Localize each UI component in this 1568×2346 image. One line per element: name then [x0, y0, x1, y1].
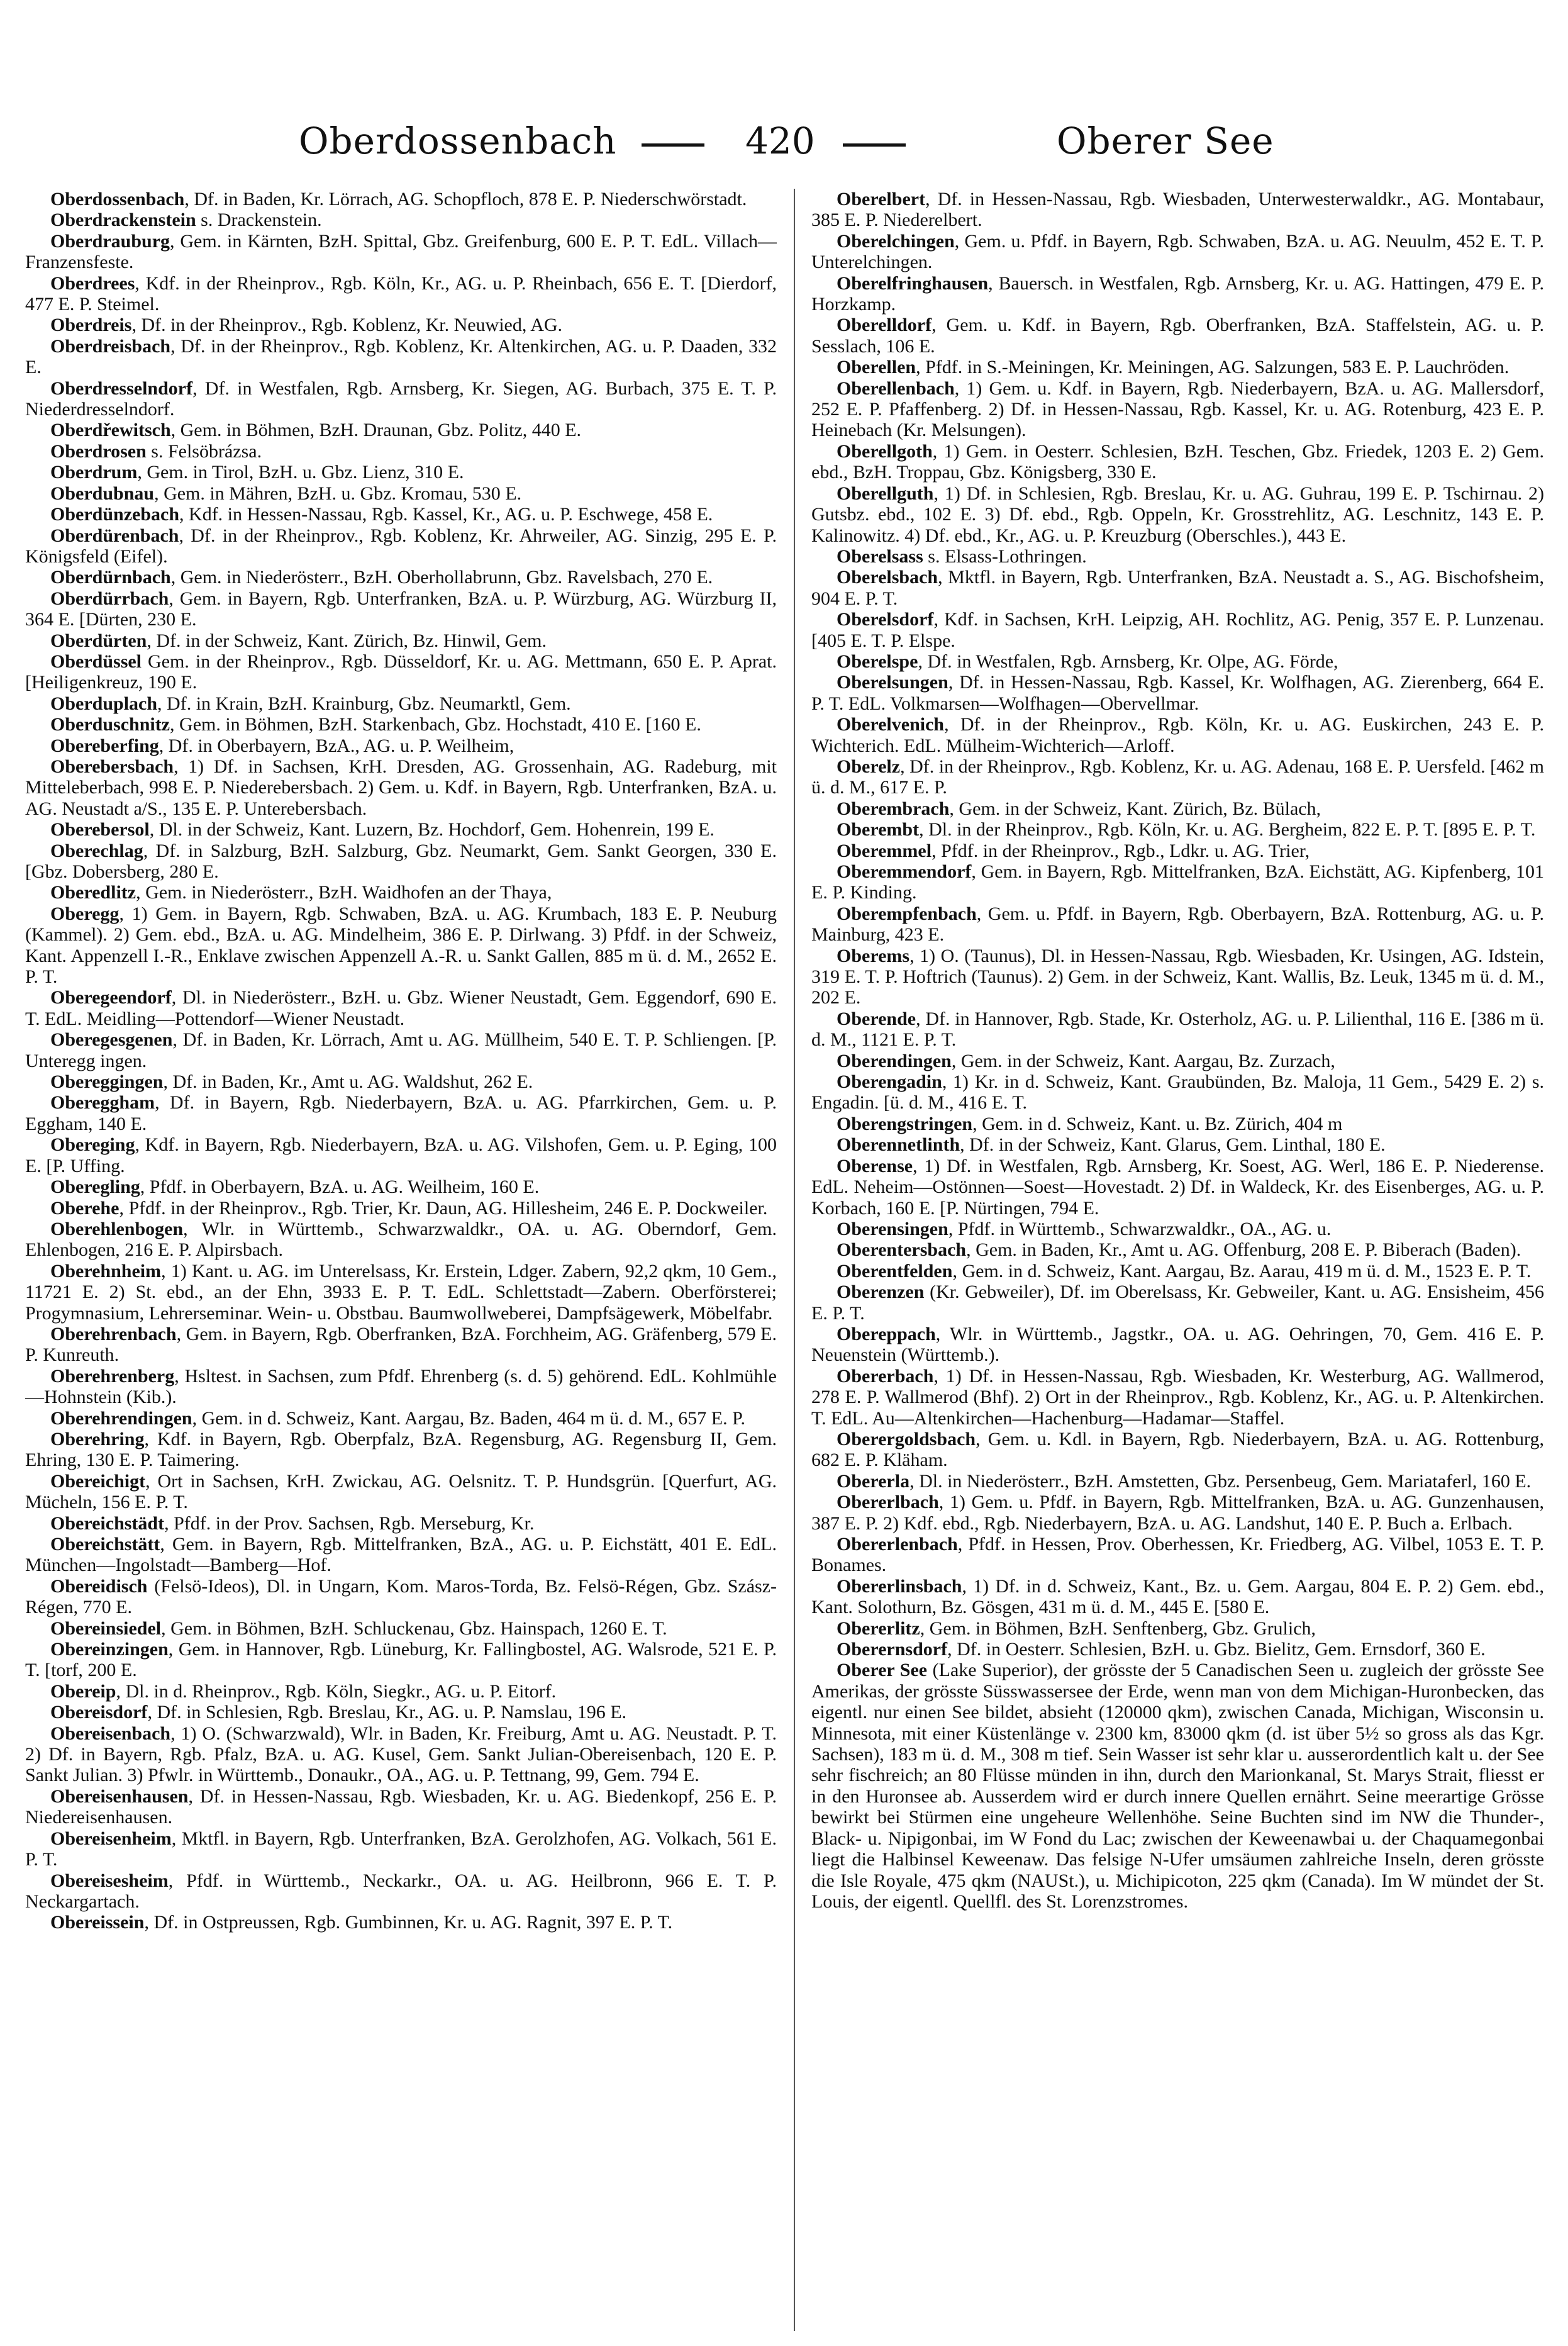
entry-headword: Oberembrach [837, 798, 950, 819]
entry-headword: Oberdresselndorf [50, 377, 193, 399]
entry-headword: Obereberfing [50, 735, 159, 756]
page-number: 420 [745, 120, 815, 162]
dictionary-entry [811, 189, 1544, 231]
dictionary-entry [25, 1261, 777, 1324]
dictionary-entry [811, 672, 1544, 714]
entry-headword: Obereisenheim [50, 1828, 172, 1849]
entry-text: , Df. in Baden, Kr., Amt u. AG. Waldshut, 262 E. [163, 1071, 533, 1093]
dictionary-entry [25, 651, 777, 693]
dictionary-entry [811, 1134, 1544, 1155]
entry-headword: Oberdubnau [50, 483, 155, 504]
entry-text: , Kdf. in Sachsen, KrH. Leipzig, AH. Rochlitz, AG. Penig, 357 E. P. Lunzenau. [405 E. T. P. Elspe. [811, 609, 1544, 651]
entry-text: , 1) Df. in d. Schweiz, Kant., Bz. u. Gem. Aargau, 804 E. P. 2) Gem. ebd., Kant. Solothurn, Bz. Gösgen, 431 m ü. d. M., 445 E. [580 E. [811, 1575, 1544, 1618]
entry-text: , Gem. in Kärnten, BzH. Spittal, Gbz. Greifenburg, 600 E. P. T. EdL. Villach—Franzensfeste. [25, 230, 777, 273]
entry-headword: Obereging [50, 1134, 135, 1156]
entry-headword: Oberelldorf [837, 315, 932, 336]
dictionary-entry [811, 1639, 1544, 1660]
entry-text: , 1) Gem. in Oesterr. Schlesien, BzH. Teschen, Gbz. Friedek, 1203 E. 2) Gem. ebd., BzH. Troppau, Gbz. Königsberg, 330 E. [811, 440, 1544, 483]
entry-text: , Pfdf. in Hessen, Prov. Oberhessen, Kr. Friedberg, AG. Vilbel, 1053 E. T. P. Bonames. [811, 1534, 1544, 1576]
dictionary-entry [25, 1828, 777, 1870]
entry-text: , Df. in der Schweiz, Kant. Glarus, Gem. Linthal, 180 E. [960, 1134, 1386, 1156]
entry-headword: Oberensingen [837, 1218, 948, 1239]
entry-headword: Oberelsdorf [837, 609, 934, 630]
entry-headword: Oberelsass [837, 545, 923, 567]
entry-headword: Oberdrees [50, 272, 135, 294]
entry-text: , Df. in Krain, BzH. Krainburg, Gbz. Neumarktl, Gem. [157, 693, 571, 714]
entry-text: , 1) Gem. u. Kdf. in Bayern, Rgb. Niederbayern, BzA. u. AG. Mallersdorf, 252 E. P. Pfaffenberg. 2) Df. in Hessen-Nassau, Rgb. Kassel, Kr. u. AG. Rotenburg, 423 E. P. Heinebach (Kr. Melsungen). [811, 377, 1544, 441]
entry-headword: Obererlinsbach [837, 1575, 962, 1597]
entry-headword: Oberergoldsbach [837, 1428, 976, 1449]
entry-headword: Oberenzen [837, 1282, 925, 1303]
entry-headword: Oberelspe [837, 651, 918, 672]
dictionary-entry [25, 504, 777, 525]
dictionary-entry [811, 1239, 1544, 1260]
entry-text: , Gem. in Böhmen, BzH. Draunan, Gbz. Politz, 440 E. [170, 420, 582, 441]
entry-headword: Oberdrosen [50, 440, 147, 462]
entry-text: , 1) Gem. in Bayern, Rgb. Schwaben, BzA. u. AG. Krumbach, 183 E. P. Neuburg (Kammel). 2) Gem. ebd., BzA. u. AG. Mindelheim, 386 E. P. Dirlwang. 3) Pfdf. in der Schweiz, Kant. Appenzell I.-R., Enklave zwischen Appenzell A.-R. u. Sankt Gallen, 885 m ü. d. M., 2652 E. P. T. [25, 903, 777, 988]
entry-text: , Dl. in Niederösterr., BzH. Amstetten, Gbz. Persenbeug, Gem. Mariataferl, 160 E. [909, 1470, 1532, 1492]
entry-text: , 1) Df. in Westfalen, Rgb. Arnsberg, Kr. Soest, AG. Werl, 186 E. P. Niederense. EdL. Neheim—Ostönnen—Soest—Hovestadt. 2) Df. in Waldeck, Kr. des Eisenberges, AG. u. P. Korbach, 160 E. [P. Nürtingen, 794 E. [811, 1155, 1544, 1219]
entry-headword: Oberduplach [50, 693, 158, 714]
dictionary-entry [25, 693, 777, 714]
dictionary-entry [25, 1786, 777, 1828]
dictionary-entry [25, 1870, 777, 1913]
dictionary-entry [811, 1324, 1544, 1366]
dictionary-entry [25, 336, 777, 378]
right-column [811, 189, 1544, 2331]
entry-text: , Df. in der Rheinprov., Rgb. Koblenz, Kr. u. AG. Adenau, 168 E. P. Uersfeld. [462 m ü. d. M., 617 E. P. [811, 756, 1544, 798]
entry-headword: Oberellgoth [837, 440, 933, 462]
entry-headword: Oberdreis [50, 315, 132, 336]
page-header [0, 0, 1568, 189]
entry-text: , Gem. in Niederösterr., BzH. Oberhollabrunn, Gbz. Ravelsbach, 270 E. [170, 567, 713, 588]
entry-text: , Gem. in Bayern, Rgb. Mittelfranken, BzA., AG. u. P. Eichstätt, 401 E. EdL. München—Ingolstadt—Bamberg—Hof. [25, 1534, 777, 1576]
dictionary-entry [25, 209, 777, 230]
dictionary-entry [25, 1408, 777, 1429]
dictionary-entry [25, 189, 777, 209]
dictionary-entry [811, 861, 1544, 903]
entry-headword: Oberempfenbach [837, 903, 977, 924]
entry-headword: Obereip [50, 1680, 116, 1702]
dictionary-entry [811, 1219, 1544, 1239]
entry-text: , Df. in der Rheinprov., Rgb. Koblenz, Kr. Ahrweiler, AG. Sinzig, 295 E. P. Königsfeld (Eifel). [25, 525, 777, 567]
entry-text: , Gem. u. Kdl. in Bayern, Rgb. Niederbayern, BzA. u. AG. Rottenburg, 682 E. P. Kläham. [811, 1428, 1544, 1471]
entry-text: , Df. in Baden, Kr. Lörrach, AG. Schopfloch, 878 E. P. Niederschwörstadt. [184, 189, 747, 209]
entry-text: , Dl. in der Schweiz, Kant. Luzern, Bz. Hochdorf, Gem. Hohenrein, 199 E. [149, 819, 714, 841]
dictionary-entry [811, 546, 1544, 567]
dictionary-entry [811, 841, 1544, 861]
entry-text: (Lake Superior), der grösste der 5 Canadischen Seen u. zugleich der grösste See Amerikas, der grösste Süsswassersee der Erde, wenn man von dem Michigan-Huronbecken, das eigentl. nur einen See bildet, absieht (120000 qkm), zwischen Canada, Michigan, Wisconsin u. Minnesota, mit einer Küstenlänge v. 2300 km, 83000 qkm (d. ist über 5½ so gross als das Kgr. Sachsen), 183 m ü. d. M., 308 m tief. Sein Wasser ist sehr klar u. ausserordentlich kalt u. der See sehr fischreich; an 80 Flüsse münden in ihn, durch den Marionkanal, St. Marys Strait, fliesst er in den Huronsee ab. Ausserdem wird er durch innere Quellen ernährt. Seine meerartige Grösse bewirkt bei Stürmen eine ungeheure Wellenhöhe. Seine Buchten sind im NW die Thunder-, Black- u. Nipigonbai, im W Fond du Lac; zwischen der Keweenawbai u. der Chaquamegonbai liegt die Halbinsel Keweenaw. Das felsige N-Ufer umsäumen zahlreiche Inseln, deren grösste die Isle Royale, 475 qkm (NAUSt.), u. Michipicoton, 225 qkm (Canada). Im W mündet der St. Louis, der eigentl. Quellfl. des St. Lorenzstromes. [811, 1660, 1544, 1912]
dictionary-entry [811, 1261, 1544, 1282]
entry-text: , Mktfl. in Bayern, Rgb. Unterfranken, BzA. Neustadt a. S., AG. Bischofsheim, 904 E. P. T. [811, 567, 1544, 609]
dictionary-entry [811, 273, 1544, 315]
running-head-left: Oberdossenbach [299, 120, 617, 162]
entry-text: , Df. in Oesterr. Schlesien, BzH. u. Gbz. Bielitz, Gem. Ernsdorf, 360 E. [947, 1639, 1486, 1660]
entry-headword: Oberdürenbach [50, 525, 179, 546]
dictionary-entry [811, 1008, 1544, 1051]
dictionary-entry [25, 630, 777, 651]
entry-headword: Oberehe [50, 1197, 120, 1219]
entry-text: , Df. in Ostpreussen, Rgb. Gumbinnen, Kr. u. AG. Ragnit, 397 E. P. T. [144, 1912, 673, 1933]
dictionary-entry [811, 1618, 1544, 1639]
entry-headword: Oberduschnitz [50, 714, 170, 735]
dictionary-entry [25, 1723, 777, 1786]
dictionary-entry [25, 525, 777, 567]
entry-text: , Wlr. in Württemb., Schwarzwaldkr., OA. u. AG. Oberndorf, Gem. Ehlenbogen, 216 E. P. Alpirsbach. [25, 1218, 777, 1261]
entry-headword: Oberense [837, 1155, 913, 1176]
entry-text: , Gem. in Tirol, BzH. u. Gbz. Lienz, 310 E. [137, 462, 464, 483]
dictionary-entry [811, 231, 1544, 273]
entry-text: s. Felsöbrázsa. [146, 440, 262, 462]
entry-headword: Oberedlitz [50, 882, 136, 903]
entry-text: , Pfdf. in der Rheinprov., Rgb. Trier, Kr. Daun, AG. Hillesheim, 246 E. P. Dockweiler. [119, 1197, 768, 1219]
dictionary-entry [25, 819, 777, 840]
entry-headword: Obereisenbach [50, 1723, 171, 1744]
entry-text: Gem. in der Rheinprov., Rgb. Düsseldorf, Kr. u. AG. Mettmann, 650 E. P. Aprat. [Heiligenkreuz, 190 E. [25, 651, 777, 693]
entry-text: , Kdf. in Bayern, Rgb. Niederbayern, BzA. u. AG. Vilshofen, Gem. u. P. Eging, 100 E. [P. Uffing. [25, 1134, 777, 1176]
entry-headword: Oberehrendingen [50, 1407, 192, 1429]
dictionary-entry [25, 315, 777, 335]
dictionary-entry [811, 567, 1544, 609]
dictionary-entry [25, 903, 777, 988]
entry-headword: Obererlitz [837, 1617, 920, 1639]
entry-text: , Df. in der Rheinprov., Rgb. Köln, Kr. u. AG. Euskirchen, 243 E. P. Wichterich. EdL. Mülheim-Wichterich—Arloff. [811, 714, 1544, 756]
dictionary-entry [25, 1912, 777, 1933]
entry-text: , Df. in Bayern, Rgb. Niederbayern, BzA. u. AG. Pfarrkirchen, Gem. u. P. Eggham, 140 E. [25, 1092, 777, 1134]
dictionary-entry [25, 1134, 777, 1176]
entry-text: , Gem. in d. Schweiz, Kant. Aargau, Bz. Aarau, 419 m ü. d. M., 1523 E. P. T. [952, 1260, 1532, 1282]
dictionary-entry [811, 714, 1544, 756]
entry-text: , 1) O. (Taunus), Dl. in Hessen-Nassau, Rgb. Wiesbaden, Kr. Usingen, AG. Idstein, 319 E. T. P. Hoftrich (Taunus). 2) Gem. in der Schweiz, Kant. Wallis, Bz. Leuk, 1345 m ü. d. M., 202 E. [811, 945, 1544, 1008]
dictionary-entry [25, 1534, 777, 1576]
entry-headword: Oberdřewitsch [50, 420, 171, 441]
dictionary-entry [25, 714, 777, 735]
entry-headword: Oberdrauburg [50, 230, 170, 252]
dictionary-entry [25, 987, 777, 1029]
entry-text: , Gem. u. Kdf. in Bayern, Rgb. Oberfranken, BzA. Staffelstein, AG. u. P. Sesslach, 106 E. [811, 315, 1544, 357]
dictionary-entry [25, 1702, 777, 1723]
dictionary-entry [25, 1092, 777, 1134]
entry-headword: Obereggham [50, 1092, 155, 1114]
dictionary-entry [25, 735, 777, 756]
entry-headword: Oberennetlinth [837, 1134, 960, 1156]
entry-headword: Oberegeendorf [50, 987, 172, 1008]
entry-headword: Oberdürrbach [50, 588, 169, 609]
dictionary-entry [811, 798, 1544, 819]
entry-text: , Wlr. in Württemb., Jagstkr., OA. u. AG. Oehringen, 70, Gem. 416 E. P. Neuenstein (Württemb.). [811, 1323, 1544, 1366]
entry-text: , Df. in Hannover, Rgb. Stade, Kr. Osterholz, AG. u. P. Lilienthal, 116 E. [386 m ü. d. M., 1121 E. P. T. [811, 1008, 1544, 1051]
entry-headword: Obereisdorf [50, 1702, 148, 1723]
dictionary-entry [25, 1429, 777, 1471]
entry-text: , Gem. in Baden, Kr., Amt u. AG. Offenburg, 208 E. P. Biberach (Baden). [966, 1239, 1521, 1261]
entry-text: , Gem. in d. Schweiz, Kant. u. Bz. Zürich, 404 m [972, 1113, 1343, 1134]
entry-text: , Kdf. in Bayern, Rgb. Oberpfalz, BzA. Regensburg, AG. Regensburg II, Gem. Ehring, 130 E. P. Taimering. [25, 1428, 777, 1471]
dictionary-entry [25, 882, 777, 903]
dictionary-entry [811, 1156, 1544, 1219]
entry-headword: Oberentersbach [837, 1239, 967, 1261]
entry-headword: Oberehnheim [50, 1260, 162, 1282]
entry-text: , Pfdf. in S.-Meiningen, Kr. Meiningen, AG. Salzungen, 583 E. P. Lauchröden. [916, 357, 1510, 378]
entry-text: , Pfdf. in Oberbayern, BzA. u. AG. Weilheim, 160 E. [140, 1176, 540, 1198]
entry-text: s. Drackenstein. [196, 209, 322, 231]
entry-headword: Oberelsungen [837, 672, 948, 693]
entry-headword: Obereggingen [50, 1071, 164, 1093]
entry-headword: Oberems [837, 945, 910, 966]
entry-text: , Kdf. in Hessen-Nassau, Rgb. Kassel, Kr., AG. u. P. Eschwege, 458 E. [179, 504, 713, 525]
dictionary-entry [811, 1114, 1544, 1134]
entry-text: , Pfdf. in der Prov. Sachsen, Rgb. Merseburg, Kr. [164, 1512, 535, 1534]
entry-headword: Obererlbach [837, 1492, 939, 1513]
left-column [25, 189, 777, 2331]
dictionary-entry [25, 1198, 777, 1219]
entry-headword: Oberehlenbogen [50, 1218, 184, 1239]
dictionary-entry [811, 1660, 1544, 1912]
entry-headword: Oberernsdorf [837, 1639, 948, 1660]
entry-headword: Obererlenbach [837, 1534, 958, 1555]
entry-headword: Oberelchingen [837, 230, 955, 252]
entry-headword: Obereissein [50, 1912, 145, 1933]
entry-headword: Obereidisch [50, 1575, 148, 1597]
dictionary-entry [25, 378, 777, 420]
entry-headword: Oberdüssel [50, 651, 142, 672]
entry-text: , Df. in der Rheinprov., Rgb. Koblenz, Kr. Neuwied, AG. [131, 315, 563, 336]
dictionary-entry [25, 231, 777, 273]
dictionary-entry [25, 1471, 777, 1513]
entry-text: , Gem. in der Schweiz, Kant. Zürich, Bz. Bülach, [949, 798, 1321, 819]
entry-headword: Obereinsiedel [50, 1617, 162, 1639]
entry-text: , 1) O. (Schwarzwald), Wlr. in Baden, Kr. Freiburg, Amt u. AG. Neustadt. P. T. 2) Df. in Bayern, Rgb. Pfalz, BzA. u. AG. Kusel, Gem. Sankt Julian-Obereisenbach, 120 E. P. Sankt Julian. 3) Pfwlr. in Württemb., Donaukr., OA., AG. u. P. Tettnang, 99, Gem. 794 E. [25, 1723, 777, 1786]
dictionary-entry [25, 1219, 777, 1261]
dictionary-entry [25, 756, 777, 819]
entry-text: , Df. in Baden, Kr. Lörrach, Amt u. AG. Müllheim, 540 E. T. P. Schliengen. [P. Unteregg ingen. [25, 1029, 777, 1071]
dictionary-entry [811, 819, 1544, 840]
entry-headword: Oberer See [837, 1660, 928, 1681]
entry-text: s. Elsass-Lothringen. [923, 545, 1087, 567]
entry-text: , Df. in Schlesien, Rgb. Breslau, Kr., AG. u. P. Namslau, 196 E. [147, 1702, 627, 1723]
dictionary-entry [811, 1071, 1544, 1114]
column-divider [794, 189, 795, 2331]
entry-text: , Kdf. in der Rheinprov., Rgb. Köln, Kr., AG. u. P. Rheinbach, 656 E. T. [Dierdorf, 477 E. P. Steimel. [25, 272, 777, 315]
entry-text: , Dl. in der Rheinprov., Rgb. Köln, Kr. u. AG. Bergheim, 822 E. P. T. [895 E. P. T. [919, 819, 1536, 841]
entry-headword: Oberdossenbach [50, 189, 185, 209]
entry-text: , Mktfl. in Bayern, Rgb. Unterfranken, BzA. Gerolzhofen, AG. Volkach, 561 E. P. T. [25, 1828, 777, 1870]
entry-headword: Oberemmendorf [837, 861, 972, 882]
entry-headword: Oberendingen [837, 1050, 952, 1071]
entry-headword: Obereichigt [50, 1470, 146, 1492]
entry-text: , Df. in Salzburg, BzH. Salzburg, Gbz. Neumarkt, Gem. Sankt Georgen, 330 E. [Gbz. Dobersberg, 280 E. [25, 840, 777, 882]
entry-text: , 1) Kant. u. AG. im Unterelsass, Kr. Erstein, Ldger. Zabern, 92,2 qkm, 10 Gem., 11721 E. 2) St. ebd., an der Ehn, 3933 E. P. T. EdL. Schlettstadt—Zabern. Oberförsterei; Progymnasium, Lehrerseminar. Wein- u. Obstbau. Baumwollweberei, Dampfsägewerk, Möbelfabr. [25, 1260, 777, 1324]
entry-text: , Gem. in Mähren, BzH. u. Gbz. Kromau, 530 E. [154, 483, 522, 504]
dictionary-entry [811, 1576, 1544, 1618]
entry-headword: Oberebersol [50, 819, 150, 841]
entry-text: (Kr. Gebweiler), Df. im Oberelsass, Kr. Gebweiler, Kant. u. AG. Ensisheim, 456 E. P. T. [811, 1282, 1544, 1324]
entry-text: , Gem. in Bayern, Rgb. Oberfranken, BzA. Forchheim, AG. Gräfenberg, 579 E. P. Kunreuth. [25, 1323, 777, 1366]
entry-headword: Oberende [837, 1008, 916, 1029]
entry-headword: Obereinzingen [50, 1639, 169, 1660]
entry-headword: Oberelsbach [837, 567, 938, 588]
entry-text: , Ort in Sachsen, KrH. Zwickau, AG. Oelsnitz. T. P. Hundsgrün. [Querfurt, AG. Mücheln, 156 E. P. T. [25, 1470, 777, 1513]
running-head-right: Oberer See [1057, 120, 1274, 162]
entry-headword: Oberdrum [50, 462, 138, 483]
entry-text: , Gem. in Bayern, Rgb. Unterfranken, BzA. u. P. Würzburg, AG. Würzburg II, 364 E. [Dürten, 230 E. [25, 588, 777, 630]
dictionary-entry [25, 567, 777, 588]
entry-text: , Df. in Westfalen, Rgb. Arnsberg, Kr. Siegen, AG. Burbach, 375 E. T. P. Niederdresselndorf. [25, 377, 777, 420]
entry-text: , Bauersch. in Westfalen, Rgb. Arnsberg, Kr. u. AG. Hattingen, 479 E. P. Horzkamp. [811, 272, 1544, 315]
dictionary-entry [811, 1534, 1544, 1576]
entry-text: , Df. in Westfalen, Rgb. Arnsberg, Kr. Olpe, AG. Förde, [918, 651, 1338, 672]
entry-text: , Dl. in Niederösterr., BzH. u. Gbz. Wiener Neustadt, Gem. Eggendorf, 690 E. T. EdL. Meidling—Pottendorf—Wiener Neustadt. [25, 987, 777, 1029]
entry-headword: Oberelfringhausen [837, 272, 989, 294]
dictionary-entry [811, 1492, 1544, 1534]
dictionary-entry [811, 357, 1544, 377]
entry-text: , Gem. in Böhmen, BzH. Starkenbach, Gbz. Hochstadt, 410 E. [160 E. [170, 714, 701, 735]
entry-headword: Oberellenbach [837, 377, 955, 399]
entry-headword: Oberehrenbach [50, 1323, 177, 1344]
entry-text: , Gem. in der Schweiz, Kant. Aargau, Bz. Zurzach, [951, 1050, 1335, 1071]
entry-text: (Felsö-Ideos), Dl. in Ungarn, Kom. Maros-Torda, Bz. Felsö-Régen, Gbz. Szász-Régen, 770 E. [25, 1575, 777, 1618]
entry-text: , Df. in der Rheinprov., Rgb. Koblenz, Kr. Altenkirchen, AG. u. P. Daaden, 332 E. [25, 335, 777, 378]
dictionary-entry [811, 315, 1544, 357]
dictionary-entry [811, 946, 1544, 1008]
dictionary-entry [25, 483, 777, 504]
entry-headword: Obereisenhausen [50, 1785, 189, 1807]
entry-headword: Oberelbert [837, 189, 926, 209]
entry-text: , Gem. u. Pfdf. in Bayern, Rgb. Schwaben, BzA. u. AG. Neuulm, 452 E. T. P. Unterelchingen. [811, 230, 1544, 273]
dictionary-entry [25, 441, 777, 462]
dictionary-entry [25, 588, 777, 630]
dictionary-entry [811, 903, 1544, 946]
dictionary-entry [811, 483, 1544, 546]
dictionary-entry [811, 378, 1544, 441]
entry-headword: Oberegling [50, 1176, 140, 1198]
entry-headword: Oberentfelden [837, 1260, 953, 1282]
entry-headword: Oberellen [837, 357, 916, 378]
dictionary-entry [25, 1029, 777, 1071]
entry-text: , 1) Df. in Schlesien, Rgb. Breslau, Kr. u. AG. Guhrau, 199 E. P. Tschirnau. 2) Gutsbz. ebd., 102 E. 3) Df. ebd., Rgb. Oppeln, Kr. Grosstrehlitz, AG. Leschnitz, 143 E. P. Kalinowitz. 4) Df. ebd., Kr., AG. u. P. Kreuzburg (Oberschles.), 443 E. [811, 483, 1544, 546]
entry-text: , Df. in Hessen-Nassau, Rgb. Kassel, Kr. Wolfhagen, AG. Zierenberg, 664 E. P. T. EdL. Volkmarsen—Wolfhagen—Obervellmar. [811, 672, 1544, 714]
entry-headword: Oberegesgenen [50, 1029, 173, 1051]
entry-headword: Oberelz [837, 756, 901, 777]
entry-text: , Df. in Oberbayern, BzA., AG. u. P. Weilheim, [158, 735, 514, 756]
dictionary-entry [25, 1618, 777, 1639]
entry-text: , Pfdf. in der Rheinprov., Rgb., Ldkr. u. AG. Trier, [931, 840, 1310, 861]
entry-text: , Gem. in Böhmen, BzH. Schluckenau, Gbz. Hainspach, 1260 E. T. [161, 1617, 667, 1639]
dictionary-entry [811, 651, 1544, 672]
entry-text: , Gem. in Böhmen, BzH. Senftenberg, Gbz. Grulich, [920, 1617, 1316, 1639]
dictionary-entry [25, 462, 777, 483]
entry-text: , Pfdf. in Württemb., Schwarzwaldkr., OA., AG. u. [948, 1218, 1332, 1239]
dictionary-entry [25, 1324, 777, 1366]
dictionary-entry [811, 1366, 1544, 1429]
entry-headword: Oberdrackenstein [50, 209, 196, 231]
dictionary-entry [25, 841, 777, 883]
entry-headword: Obereisesheim [50, 1870, 169, 1891]
dictionary-entry [811, 441, 1544, 483]
dictionary-entry [811, 1282, 1544, 1324]
entry-headword: Oberengadin [837, 1071, 942, 1093]
entry-headword: Oberengstringen [837, 1113, 973, 1134]
dictionary-entry [25, 1366, 777, 1408]
entry-headword: Oberebersbach [50, 756, 174, 777]
entry-text: , Df. in Hessen-Nassau, Rgb. Wiesbaden, Kr. u. AG. Biedenkopf, 256 E. P. Niedereisenhausen. [25, 1785, 777, 1828]
header-rule-right [843, 143, 906, 147]
entry-text: , Df. in der Schweiz, Kant. Zürich, Bz. Hinwil, Gem. [147, 630, 547, 651]
entry-text: , 1) Kr. in d. Schweiz, Kant. Graubünden, Bz. Maloja, 11 Gem., 5429 E. 2) s. Engadin. [ü. d. M., 416 E. T. [811, 1071, 1544, 1114]
entry-headword: Oberdürten [50, 630, 147, 651]
entry-headword: Oberechlag [50, 840, 143, 861]
entry-headword: Oberdünzebach [50, 504, 180, 525]
dictionary-entry [25, 1071, 777, 1092]
dictionary-entry [25, 1576, 777, 1618]
entry-headword: Oberemmel [837, 840, 932, 861]
dictionary-entry [25, 420, 777, 440]
dictionary-entry [811, 1471, 1544, 1492]
entry-text: , Dl. in d. Rheinprov., Rgb. Köln, Siegkr., AG. u. P. Eitorf. [116, 1680, 557, 1702]
entry-headword: Oberembt [837, 819, 920, 841]
dictionary-entry [25, 1176, 777, 1197]
entry-headword: Obereichstätt [50, 1534, 160, 1555]
header-rule-left [642, 143, 704, 147]
entry-text: , Pfdf. in Württemb., Neckarkr., OA. u. AG. Heilbronn, 966 E. T. P. Neckargartach. [25, 1870, 777, 1912]
entry-text: , 1) Df. in Sachsen, KrH. Dresden, AG. Grossenhain, AG. Radeburg, mit Mitteleberbach, 998 E. P. Niederebersbach. 2) Gem. u. Kdf. in Bayern, Rgb. Unterfranken, BzA. u. AG. Neustadt a/S., 135 E. P. Unterebersbach. [25, 756, 777, 819]
entry-text: , Gem. in Bayern, Rgb. Mittelfranken, BzA. Eichstätt, AG. Kipfenberg, 101 E. P. Kinding. [811, 861, 1544, 903]
dictionary-entry [811, 1051, 1544, 1071]
dictionary-entry [25, 273, 777, 315]
entry-headword: Obereichstädt [50, 1512, 165, 1534]
entry-text: , Df. in Hessen-Nassau, Rgb. Wiesbaden, Unterwesterwaldkr., AG. Montabaur, 385 E. P. Niederelbert. [811, 189, 1544, 231]
entry-headword: Oberdreisbach [50, 335, 171, 357]
dictionary-entry [25, 1681, 777, 1702]
entry-text: , 1) Gem. u. Pfdf. in Bayern, Rgb. Mittelfranken, BzA. u. AG. Gunzenhausen, 387 E. P. 2) Kdf. ebd., Rgb. Niederbayern, BzA. u. AG. Landshut, 140 E. P. Buch a. Erlbach. [811, 1492, 1544, 1534]
dictionary-entry [811, 609, 1544, 651]
entry-headword: Oberehring [50, 1428, 145, 1449]
entry-headword: Obereppach [837, 1323, 936, 1344]
entry-text: , 1) Df. in Hessen-Nassau, Rgb. Wiesbaden, Kr. Westerburg, AG. Wallmerod, 278 E. P. Wallmerod (Bhf). 2) Ort in der Rheinprov., Rgb. Koblenz, Kr., AG. u. P. Altenkirchen. T. EdL. Au—Altenkirchen—Hachenburg—Hadamar—Staffel. [811, 1365, 1544, 1429]
dictionary-entry [811, 1429, 1544, 1471]
entry-headword: Obererbach [837, 1365, 934, 1387]
entry-headword: Oberehrenberg [50, 1365, 175, 1387]
entry-headword: Obererla [837, 1470, 910, 1492]
dictionary-entry [25, 1639, 777, 1681]
entry-headword: Oberegg [50, 903, 120, 924]
dictionary-entry [25, 1513, 777, 1534]
entry-text: , Gem. u. Pfdf. in Bayern, Rgb. Oberbayern, BzA. Rottenburg, AG. u. P. Mainburg, 423 E. [811, 903, 1544, 946]
entry-text: , Hsltest. in Sachsen, zum Pfdf. Ehrenberg (s. d. 5) gehörend. EdL. Kohlmühle—Hohnstein (Kib.). [25, 1365, 777, 1408]
entry-text: , Gem. in Niederösterr., BzH. Waidhofen an der Thaya, [136, 882, 552, 903]
entry-headword: Oberellguth [837, 483, 934, 504]
entry-headword: Oberelvenich [837, 714, 945, 735]
entry-headword: Oberdürnbach [50, 567, 171, 588]
entry-text: , Gem. in d. Schweiz, Kant. Aargau, Bz. Baden, 464 m ü. d. M., 657 E. P. [192, 1407, 745, 1429]
entry-text: , Gem. in Hannover, Rgb. Lüneburg, Kr. Fallingbostel, AG. Walsrode, 521 E. P. T. [torf, 200 E. [25, 1639, 777, 1681]
dictionary-entry [811, 756, 1544, 798]
